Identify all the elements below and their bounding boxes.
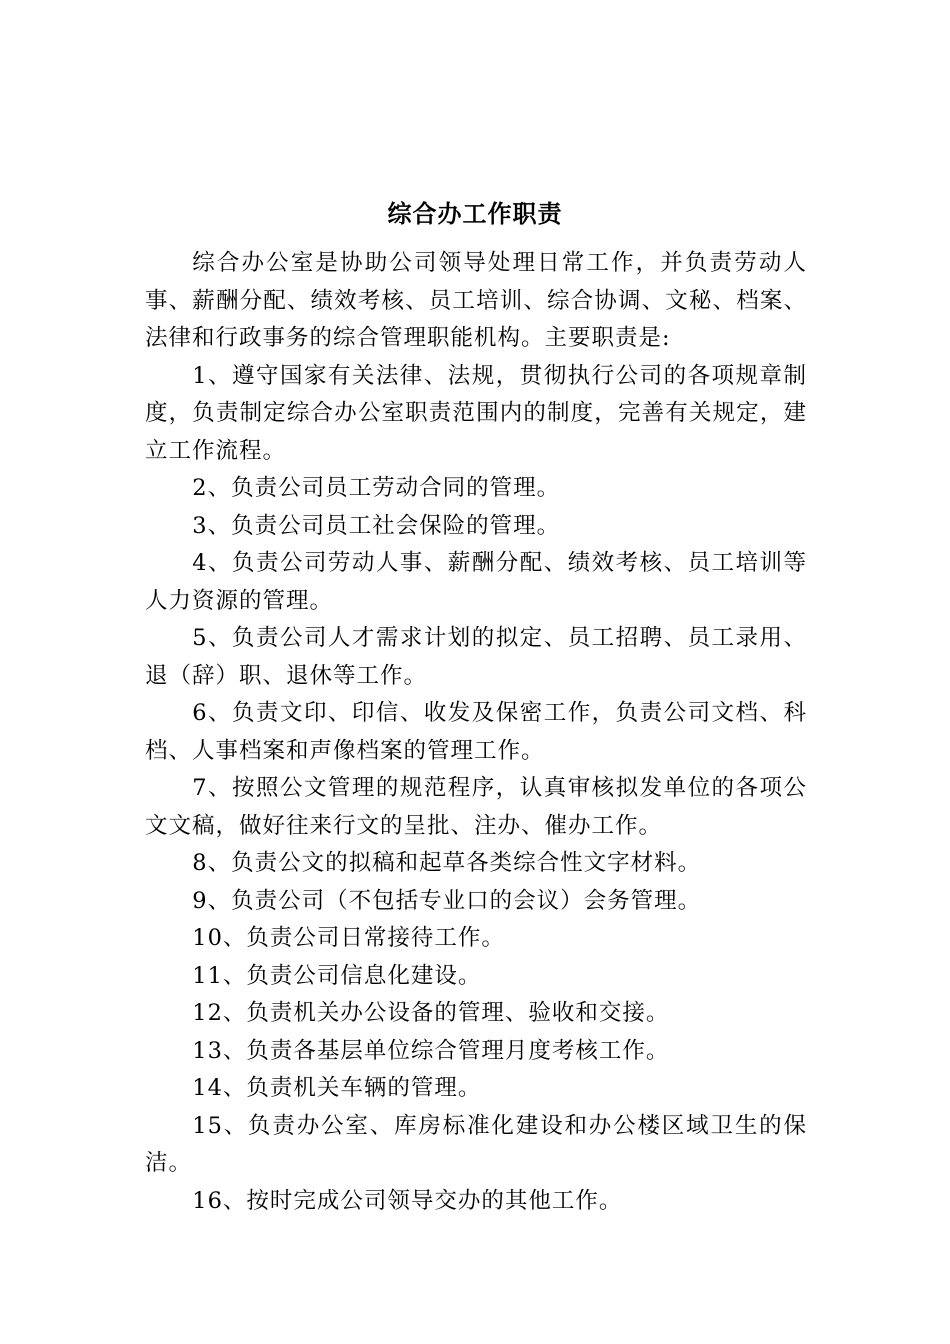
intro-paragraph: 综合办公室是协助公司领导处理日常工作，并负责劳动人事、薪酬分配、绩效考核、员工培训、综合协调、文秘、档案、法律和行政事务的综合管理职能机构。主要职责是:	[145, 250, 807, 351]
duty-item-7: 7、按照公文管理的规范程序，认真审核拟发单位的各项公文文稿，做好往来行文的呈批、注办、催办工作。	[145, 775, 807, 839]
duty-item-10: 10、负责公司日常接待工作。	[192, 925, 505, 951]
duty-item-6: 6、负责文印、印信、收发及保密工作，负责公司文档、科档、人事档案和声像档案的管理工作。	[145, 700, 807, 764]
duty-item-13: 13、负责各基层单位综合管理月度考核工作。	[192, 1037, 670, 1064]
duty-item-1: 1、遵守国家有关法律、法规，贯彻执行公司的各项规章制度，负责制定综合办公室职责范围内的制度，完善有关规定，建立工作流程。	[145, 362, 807, 464]
duty-item-12: 12、负责机关办公设备的管理、验收和交接。	[192, 1000, 670, 1026]
duty-item-5: 5、负责公司人才需求计划的拟定、员工招聘、员工录用、退（辞）职、退休等工作。	[145, 625, 807, 689]
duty-item-14: 14、负责机关车辆的管理。	[192, 1075, 482, 1101]
duty-item-8: 8、负责公文的拟稿和起草各类综合性文字材料。	[192, 850, 702, 876]
duty-item-4: 4、负责公司劳动人事、薪酬分配、绩效考核、员工培训等人力资源的管理。	[145, 550, 807, 614]
document-title: 综合办工作职责	[387, 200, 563, 228]
document-body	[145, 245, 807, 1220]
duty-item-11: 11、负责公司信息化建设。	[192, 962, 482, 989]
duty-item-9: 9、负责公司（不包括专业口的会议）会务管理。	[192, 887, 702, 914]
duty-item-2: 2、负责公司员工劳动合同的管理。	[192, 475, 561, 501]
duty-item-16: 16、按时完成公司领导交办的其他工作。	[192, 1187, 623, 1214]
duty-item-3: 3、负责公司员工社会保险的管理。	[192, 512, 561, 539]
duty-item-15: 15、负责办公室、库房标准化建设和办公楼区域卫生的保洁。	[145, 1112, 807, 1176]
